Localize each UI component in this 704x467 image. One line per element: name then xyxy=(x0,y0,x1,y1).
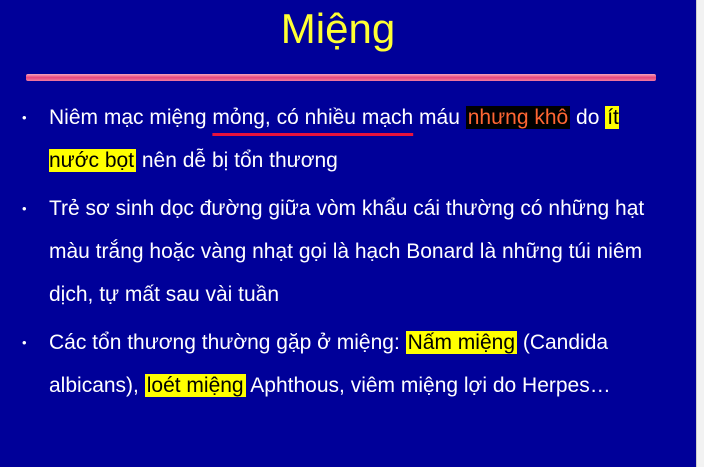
bullet-list xyxy=(22,96,672,407)
text-segment: Niêm mạc miệng xyxy=(49,106,213,129)
title-divider xyxy=(26,74,656,81)
text-segment: (Candida albicans), xyxy=(49,331,609,397)
text-segment: do xyxy=(570,106,606,129)
bullet-item xyxy=(22,96,672,182)
text-segment: Các tổn thương thường gặp ở miệng: xyxy=(49,331,406,354)
window-edge xyxy=(696,0,704,467)
highlighted-text: loét miệng xyxy=(146,374,244,397)
slide-title: Miệng xyxy=(280,5,396,52)
bullet-marker: • xyxy=(22,110,27,125)
underlined-text: mỏng, có nhiều mạch xyxy=(212,106,414,129)
text-segment: máu xyxy=(413,106,466,129)
bullet-marker: • xyxy=(22,201,27,216)
text-segment: nên dễ bị tổn thương xyxy=(136,149,338,172)
bullet-text: Trẻ sơ sinh dọc đường giữa vòm khẩu cái thường có những hạt màu trắng hoặc vàng nhạt gọi là hạch Bonard là những túi niêm dịch, tự mất sau vài tuần xyxy=(49,197,645,306)
bullet-item xyxy=(22,187,672,316)
text-segment: Aphthous, viêm miệng lợi do Herpes… xyxy=(245,374,611,397)
bullet-marker: • xyxy=(22,335,27,350)
bullet-item xyxy=(22,321,672,407)
highlighted-text: Nấm miệng xyxy=(407,331,515,354)
highlighted-text: ít nước bọt xyxy=(49,106,619,172)
highlighted-text: nhưng khô xyxy=(467,106,569,129)
